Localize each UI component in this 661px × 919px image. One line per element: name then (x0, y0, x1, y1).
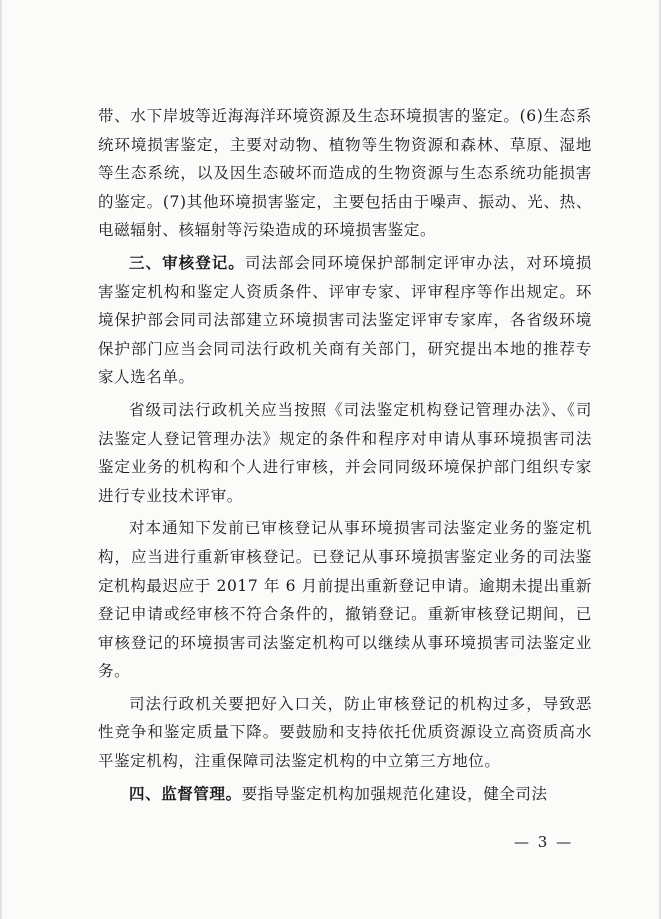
paragraph-1-text: 带、水下岸坡等近海海洋环境资源及生态环境损害的鉴定。(6)生态系统环境损害鉴定，主要对动物、植物等生物资源和森林、草原、湿地等生态系统，以及因生态破坏而造成的生物资源与生态系统功能损害的鉴定。(7)其他环境损害鉴定，主要包括由于噪声、振动、光、热、电磁辐射、核辐射等污染造成的环境损害鉴定。 (98, 107, 592, 240)
section-heading-4: 四、监督管理。 (129, 784, 242, 803)
paragraph-4-text: 对本通知下发前已审核登记从事环境损害司法鉴定业务的鉴定机构，应当进行重新审核登记。已登记从事环境损害鉴定业务的司法鉴定机构最迟应于 2017 年 6 月前提出重新登记申请。逾期未提出重新登记申请或经审核不符合条件的，撤销登记。重新审核登记期间，已审核登记的环境损害司法鉴定机构可以继续从事环境损害司法鉴定业务。 (98, 519, 592, 681)
paragraph-6 (98, 780, 592, 809)
paragraph-3 (98, 396, 592, 510)
paragraph-6-text: 要指导鉴定机构加强规范化建设，健全司法 (241, 784, 548, 803)
section-heading-3: 三、审核登记。 (129, 253, 245, 272)
paragraph-3-text: 省级司法行政机关应当按照《司法鉴定机构登记管理办法》、《司法鉴定人登记管理办法》规定的条件和程序对申请从事环境损害司法鉴定业务的机构和个人进行审核，并会同同级环境保护部门组织专家进行专业技术评审。 (98, 400, 592, 505)
page-number: — 3 — (514, 833, 574, 851)
paragraph-5 (98, 690, 592, 776)
paragraph-2 (98, 249, 592, 392)
paragraph-1 (98, 102, 592, 245)
paragraph-5-text: 司法行政机关要把好入口关，防止审核登记的机构过多，导致恶性竞争和鉴定质量下降。要鼓励和支持依托优质资源设立高资质高水平鉴定机构，注重保障司法鉴定机构的中立第三方地位。 (98, 694, 592, 771)
body-text (98, 102, 592, 812)
paragraph-2-text: 司法部会同环境保护部制定评审办法，对环境损害鉴定机构和鉴定人资质条件、评审专家、评审程序等作出规定。环境保护部会同司法部建立环境损害司法鉴定评审专家库，各省级环境保护部门应当会同司法行政机关商有关部门，研究提出本地的推荐专家人选名单。 (98, 253, 593, 387)
paragraph-4 (98, 514, 592, 686)
